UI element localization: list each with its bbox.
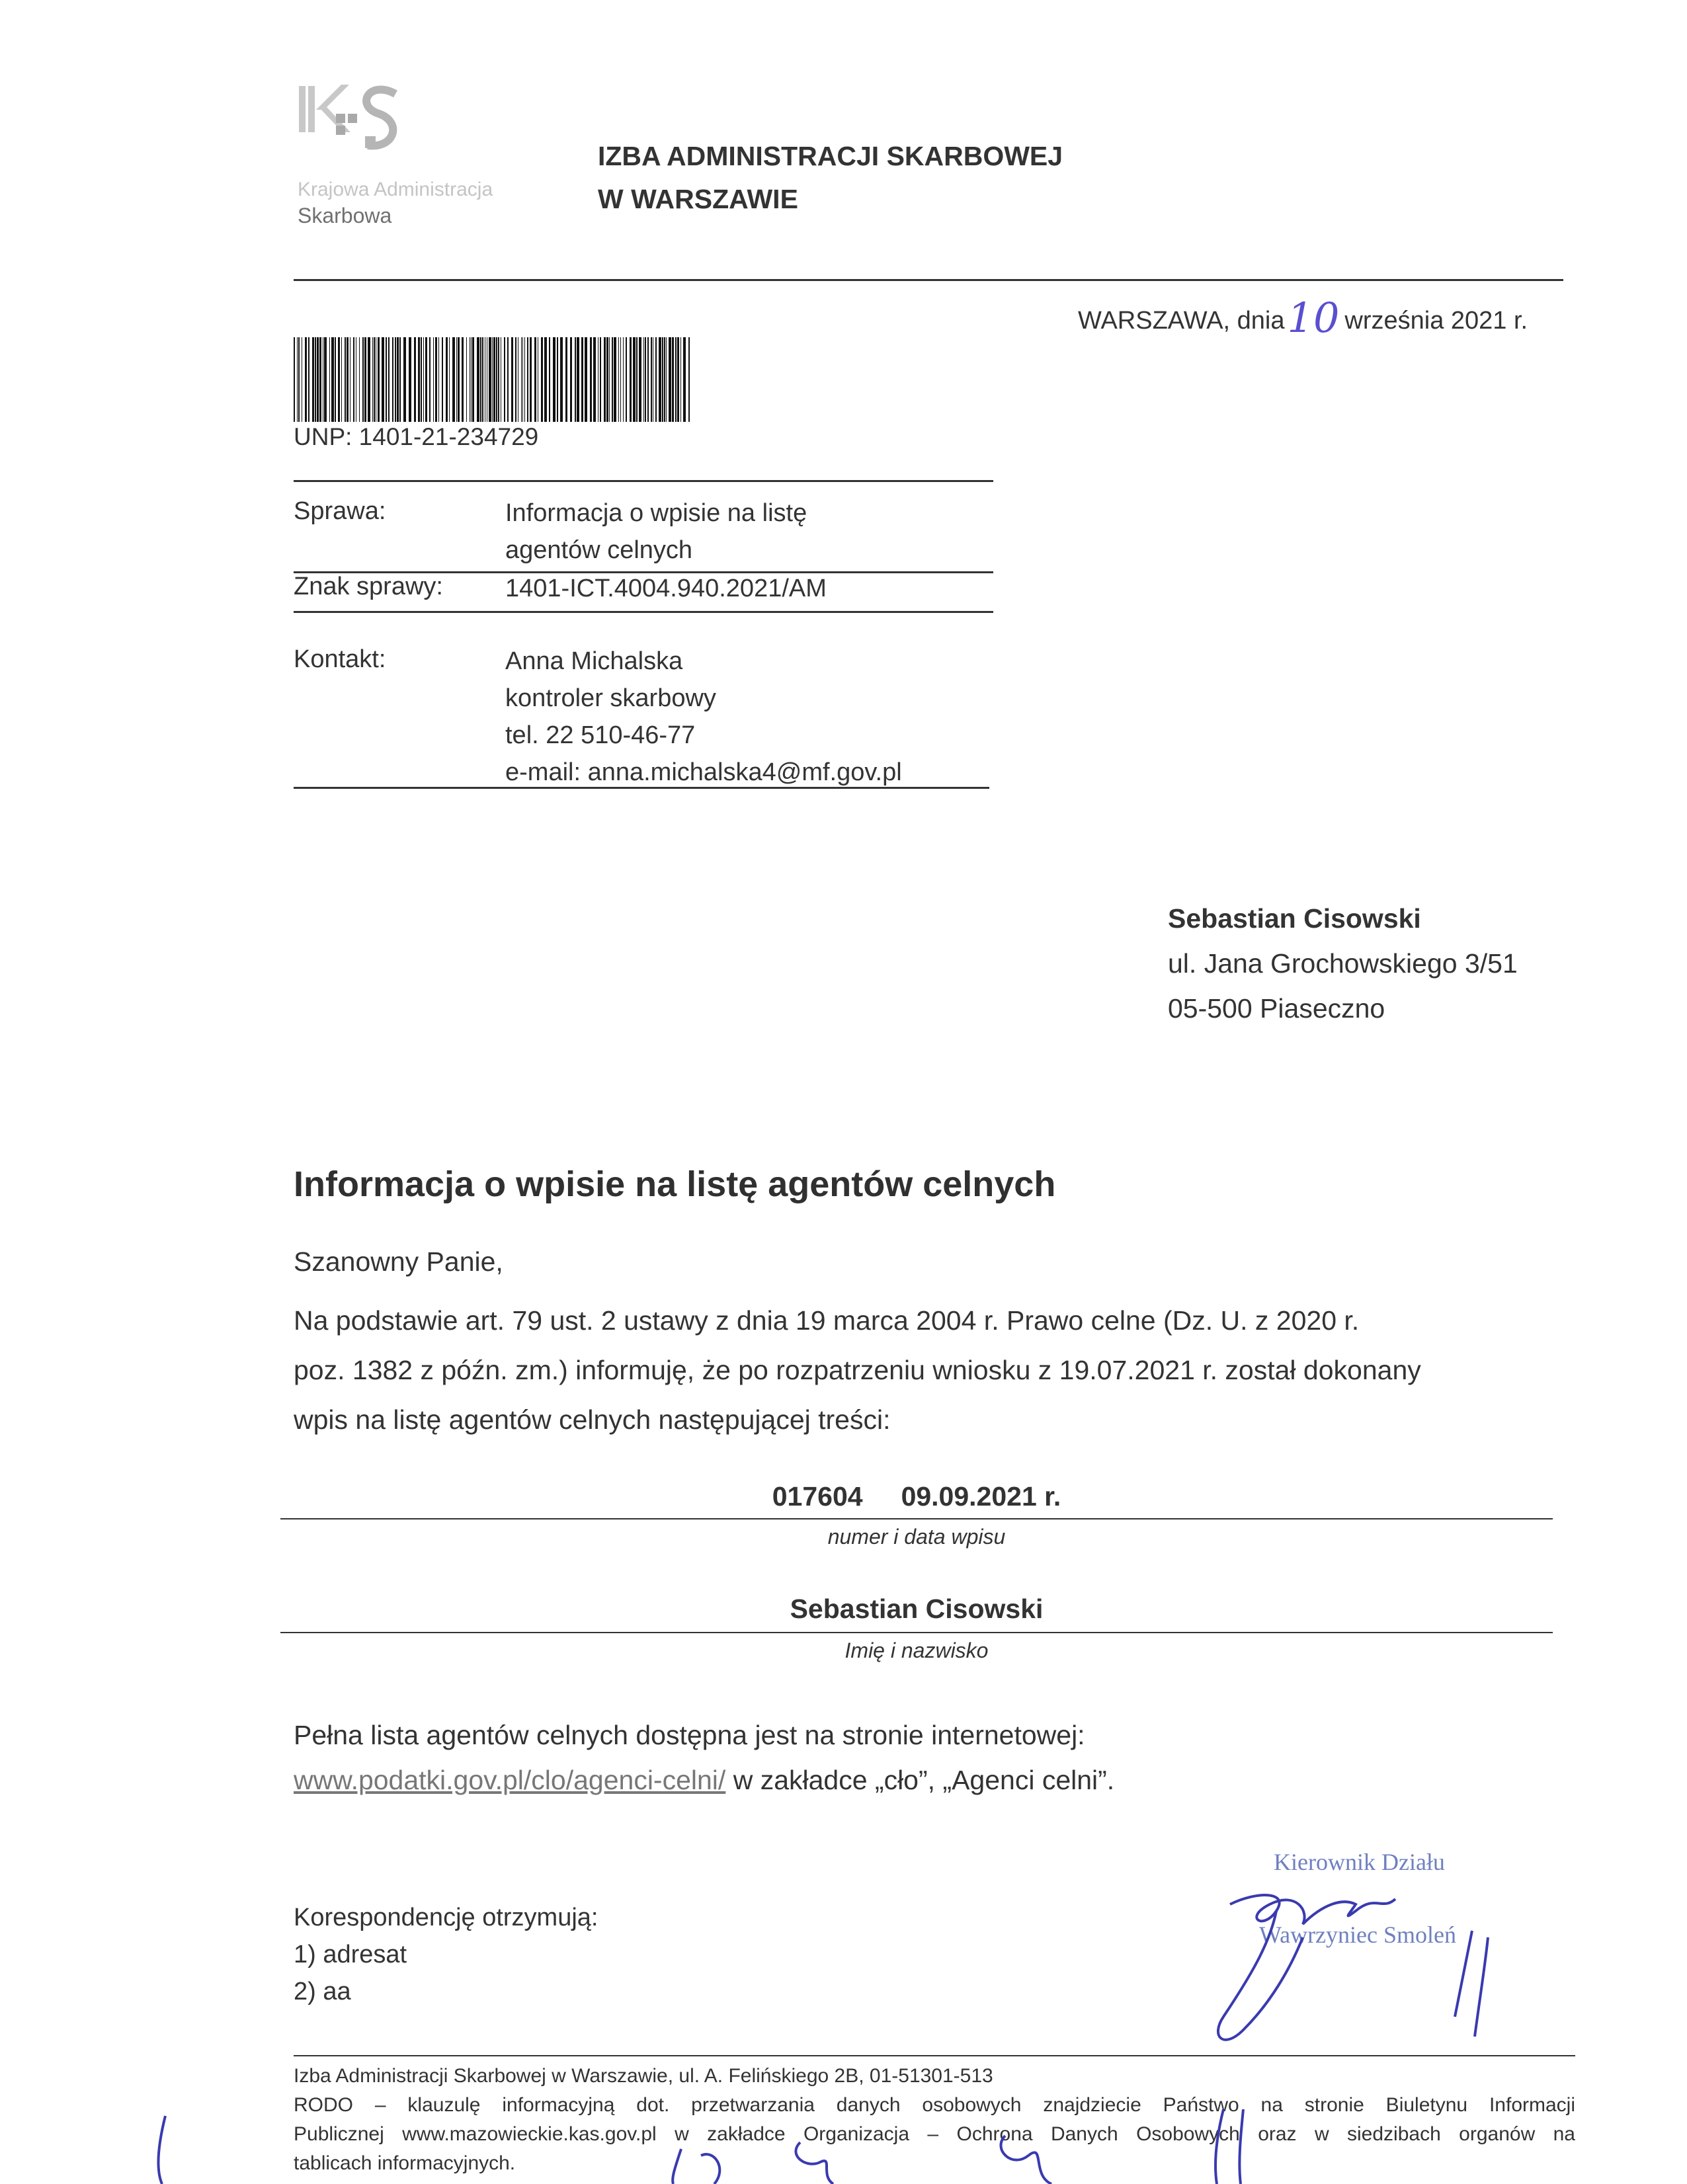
recipient-address [1168, 896, 1518, 1031]
barcode-bar [452, 337, 455, 422]
barcode-bar [414, 337, 416, 422]
barcode-bar [530, 337, 532, 422]
body-line3: wpis na listę agentów celnych następującej treści: [294, 1404, 891, 1435]
barcode-bar [522, 337, 523, 422]
kontakt-label: Kontakt: [294, 645, 386, 673]
barcode-bar [498, 337, 499, 422]
barcode-bar [472, 337, 474, 422]
barcode-bar [633, 337, 636, 422]
place-date [1078, 294, 1528, 342]
barcode-bar [645, 337, 646, 422]
meta-divider-znak [294, 611, 993, 613]
barcode-bar [429, 337, 431, 422]
barcode-bar [675, 337, 677, 422]
barcode-bar [477, 337, 479, 422]
barcode-bar [626, 337, 627, 422]
barcode-bar [305, 337, 307, 422]
barcode-bar [620, 337, 621, 422]
entry-number-date [280, 1481, 1553, 1512]
barcode-bar [630, 337, 632, 422]
barcode-bar [368, 337, 370, 422]
barcode-bar [386, 337, 387, 422]
person-caption: Imię i nazwisko [844, 1638, 989, 1662]
barcode-bar [557, 337, 558, 422]
agents-list-link[interactable]: www.podatki.gov.pl/clo/agenci-celni/ [294, 1765, 726, 1795]
handwritten-signature [1177, 1865, 1521, 2063]
distribution-item1: 1) adresat [294, 1941, 407, 1968]
footer-gdpr-line3: tablicach informacyjnych. [294, 2152, 516, 2174]
footer-gdpr-line1: RODO – klauzulę informacyjną dot. przetwarzania danych osobowych znajdziecie Państwo na stronie Biuletynu Informacji [294, 2094, 1575, 2116]
meta-divider-bottom [294, 787, 989, 789]
barcode-bar [541, 337, 543, 422]
barcode-bar [435, 337, 437, 422]
barcode-bar [317, 337, 319, 422]
barcode-bar [570, 337, 572, 422]
barcode-bar [659, 337, 661, 422]
date-suffix: września 2021 r. [1344, 307, 1528, 335]
barcode-bar [466, 337, 467, 422]
barcode-bar [606, 337, 608, 422]
full-list-line2 [294, 1758, 1114, 1802]
kas-logo [296, 79, 415, 165]
kontakt-role: kontroler skarbowy [505, 684, 716, 712]
barcode-bar [341, 337, 342, 422]
barcode-bar [319, 337, 321, 422]
barcode-bar [324, 337, 327, 422]
barcode-bar [480, 337, 481, 422]
barcode-bar [672, 337, 674, 422]
barcode-bar [372, 337, 373, 422]
barcode-bar [496, 337, 497, 422]
barcode-bar [664, 337, 665, 422]
barcode-bar [515, 337, 516, 422]
recipient-city: 05-500 Piaseczno [1168, 993, 1385, 1024]
barcode-bar [604, 337, 606, 422]
barcode-bar [421, 337, 422, 422]
recipient-name: Sebastian Cisowski [1168, 903, 1421, 934]
barcode-bar [623, 337, 624, 422]
barcode-bar [590, 337, 592, 422]
barcode-bar [669, 337, 671, 422]
sprawa-value [505, 495, 807, 569]
person-underline [280, 1632, 1553, 1633]
handwritten-marks-bottom [132, 2109, 1256, 2184]
barcode-bar [388, 337, 390, 422]
footer-divider [294, 2055, 1575, 2056]
barcode-bar [662, 337, 663, 422]
sprawa-line2: agentów celnych [505, 536, 693, 564]
barcode-bar [553, 337, 555, 422]
barcode-bar [353, 337, 354, 422]
barcode-bar [399, 337, 401, 422]
barcode-bar [504, 337, 505, 422]
barcode-bar [446, 337, 448, 422]
barcode-bar [442, 337, 443, 422]
barcode-bar [433, 337, 434, 422]
barcode-bar [298, 337, 300, 422]
barcode-bar [362, 337, 364, 422]
barcode-bar [527, 337, 528, 422]
sprawa-label: Sprawa: [294, 497, 386, 525]
barcode-bar [677, 337, 679, 422]
barcode-bar [544, 337, 547, 422]
barcode-bar [294, 337, 295, 422]
barcode-bar [425, 337, 427, 422]
barcode-bar [636, 337, 638, 422]
link-suffix: w zakładce „cło”, „Agenci celni”. [725, 1765, 1115, 1795]
barcode-bar [397, 337, 399, 422]
barcode-bar [651, 337, 652, 422]
barcode-bar [534, 337, 536, 422]
barcode-bar [489, 337, 491, 422]
kontakt-details [505, 643, 902, 791]
znak-value: 1401-ICT.4004.940.2021/AM [505, 575, 827, 602]
barcode-bar [338, 337, 340, 422]
barcode-bar [395, 337, 396, 422]
unp-number: UNP: 1401-21-234729 [294, 423, 539, 450]
barcode-bar [382, 337, 384, 422]
barcode-bar [329, 337, 330, 422]
barcode-bar [511, 337, 513, 422]
barcode-bar [655, 337, 657, 422]
barcode-bar [600, 337, 601, 422]
full-list-line1: Pełna lista agentów celnych dostępna jest na stronie internetowej: [294, 1720, 1085, 1750]
handwritten-day: 10 [1287, 294, 1340, 342]
logo-text-line1: Krajowa Administracja [298, 179, 493, 200]
entry-underline [280, 1518, 1553, 1519]
barcode-bar [643, 337, 644, 422]
barcode-bar [471, 337, 472, 422]
barcode-bar [612, 337, 613, 422]
signatory-name-stamp: Wawrzyniec Smoleń [1259, 1921, 1457, 1948]
barcode-bar [297, 337, 298, 422]
barcode-bar [647, 337, 649, 422]
barcode-bar [378, 337, 380, 422]
footer-gdpr-line2: Publicznej www.mazowieckie.kas.gov.pl w zakładce Organizacja – Ochrona Danych Osobowych oraz w siedzibach organów na [294, 2123, 1575, 2145]
entry-caption: numer i data wpisu [827, 1525, 1006, 1549]
recipient-street: ul. Jana Grochowskiego 3/51 [1168, 948, 1518, 979]
barcode-bar [593, 337, 596, 422]
barcode-bar [521, 337, 522, 422]
org-line2: W WARSZAWIE [598, 184, 798, 214]
logo-text-line2: Skarbowa [298, 204, 392, 227]
barcode-bar [403, 337, 406, 422]
barcode-bar [449, 337, 450, 422]
distribution-list [294, 1899, 598, 2010]
barcode-bar [492, 337, 493, 422]
distribution-heading: Korespondencję otrzymują: [294, 1904, 598, 1931]
barcode-bar [680, 337, 681, 422]
date-prefix: WARSZAWA, dnia [1078, 307, 1285, 335]
barcode-bar [345, 337, 346, 422]
barcode-bar [507, 337, 509, 422]
barcode-bar [335, 337, 336, 422]
barcode-bar [581, 337, 583, 422]
meta-divider-top [294, 480, 993, 482]
entry-person: Sebastian Cisowski [790, 1594, 1044, 1624]
body-line2: poz. 1382 z późn. zm.) informuję, że po rozpatrzeniu wniosku z 19.07.2021 r. został dokonany [294, 1355, 1421, 1385]
barcode-bar [666, 337, 667, 422]
barcode-bar [418, 337, 420, 422]
kontakt-email: e-mail: anna.michalska4@mf.gov.pl [505, 758, 902, 786]
barcode-bar [493, 337, 495, 422]
barcode [294, 337, 693, 422]
body-paragraph [294, 1296, 1563, 1445]
barcode-bar [359, 337, 360, 422]
kontakt-phone: tel. 22 510-46-77 [505, 721, 696, 749]
barcode-bar [438, 337, 439, 422]
signatory-title-stamp: Kierownik Działu [1274, 1849, 1445, 1875]
sprawa-line1: Informacja o wpisie na listę [505, 499, 807, 527]
barcode-bar [458, 337, 460, 422]
full-list-paragraph [294, 1713, 1114, 1802]
footer-address: Izba Administracji Skarbowej w Warszawie, ul. A. Felińskiego 2B, 01-51301-513 [294, 2065, 993, 2087]
barcode-bar [565, 337, 567, 422]
barcode-bar [312, 337, 314, 422]
barcode-bar [639, 337, 641, 422]
barcode-bar [683, 337, 686, 422]
znak-label: Znak sprawy: [294, 573, 443, 600]
barcode-bar [423, 337, 424, 422]
barcode-bar [462, 337, 464, 422]
barcode-bar [688, 337, 690, 422]
kontakt-name: Anna Michalska [505, 647, 683, 675]
barcode-bar [577, 337, 579, 422]
entry-number: 017604 [772, 1481, 863, 1512]
greeting: Szanowny Panie, [294, 1246, 503, 1277]
barcode-bar [374, 337, 375, 422]
barcode-bar [560, 337, 563, 422]
distribution-item2: 2) aa [294, 1978, 351, 2005]
barcode-bar [347, 337, 349, 422]
entry-date: 09.09.2021 r. [901, 1481, 1061, 1512]
header-divider [294, 279, 1563, 281]
barcode-bar [456, 337, 457, 422]
organization-name [598, 135, 1063, 221]
body-line1: Na podstawie art. 79 ust. 2 ustawy z dnia 19 marca 2004 r. Prawo celne (Dz. U. z 2020 r. [294, 1305, 1360, 1336]
barcode-bar [482, 337, 483, 422]
barcode-bar [614, 337, 616, 422]
barcode-bar [331, 337, 334, 422]
barcode-bar [609, 337, 610, 422]
barcode-bar [409, 337, 411, 422]
barcode-bar [308, 337, 309, 422]
org-line1: IZBA ADMINISTRACJI SKARBOWEJ [598, 141, 1063, 171]
barcode-bar [549, 337, 550, 422]
barcode-bar [575, 337, 576, 422]
barcode-bar [524, 337, 525, 422]
document-title: Informacja o wpisie na listę agentów celnych [294, 1164, 1056, 1204]
barcode-bar [315, 337, 316, 422]
barcode-bar [618, 337, 619, 422]
barcode-bar [585, 337, 587, 422]
barcode-bar [392, 337, 393, 422]
barcode-bar [364, 337, 366, 422]
